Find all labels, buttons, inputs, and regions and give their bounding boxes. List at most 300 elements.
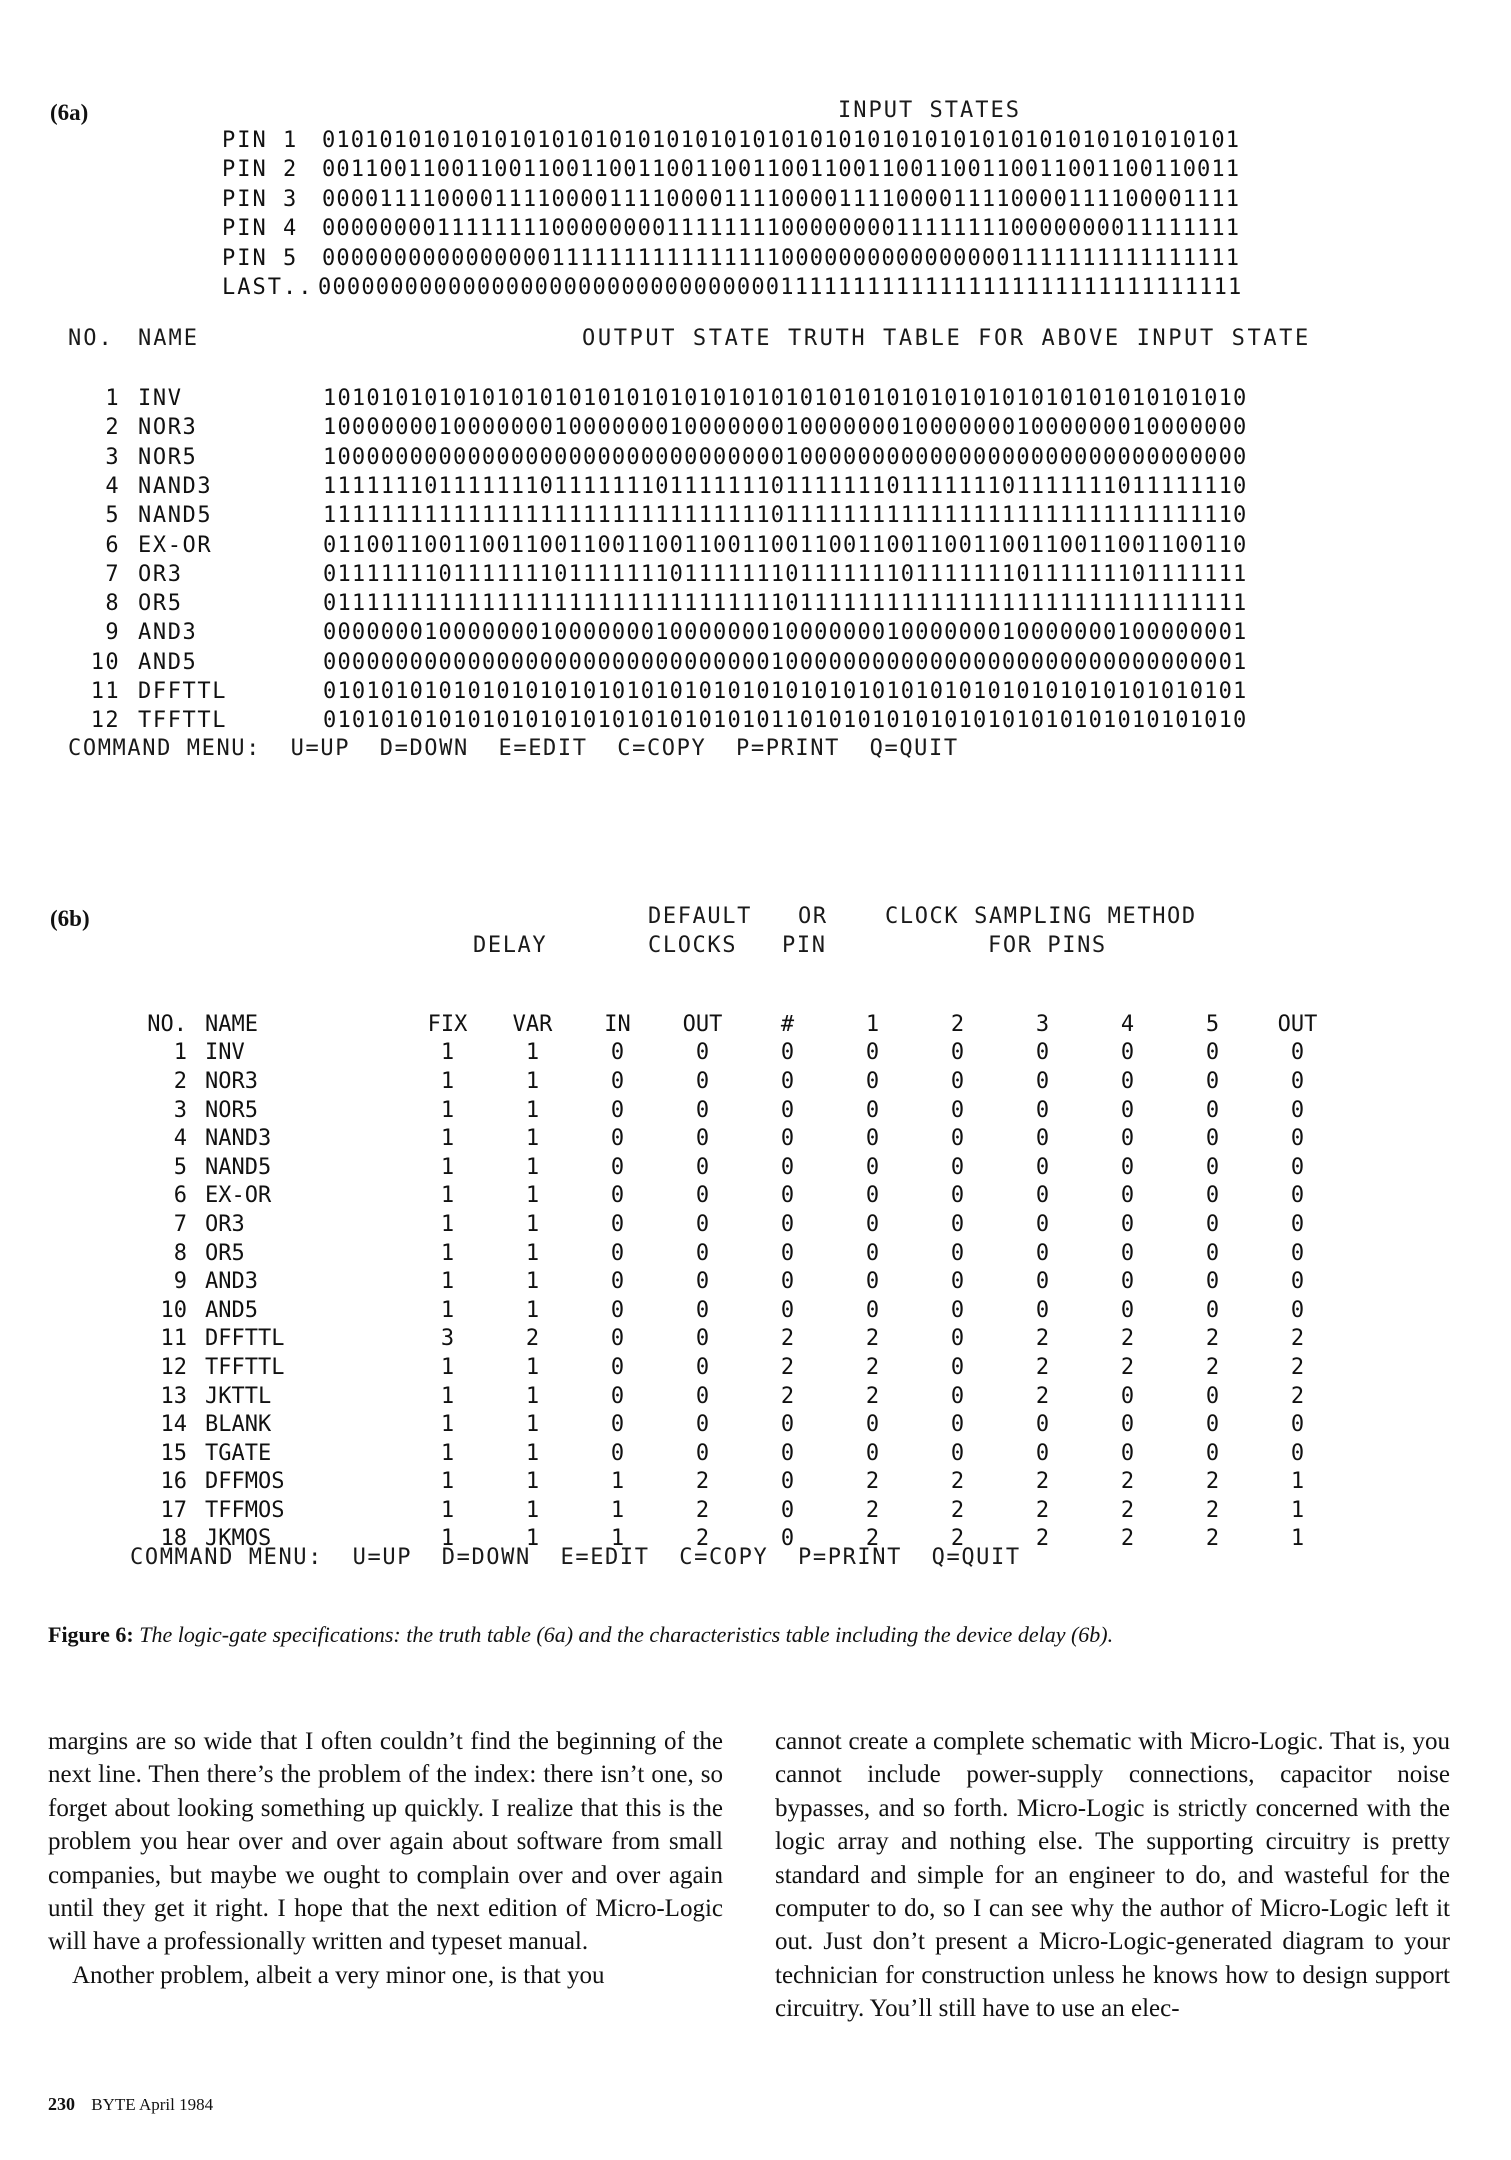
cell-or-pin: 0 [780,1040,795,1066]
pin-bits: 0000000000000000111111111111111100000000000000001111111111111111 [322,245,1241,271]
output-row-name: TFFTTL [138,708,228,734]
cell-clock-out: OUT [682,1011,723,1037]
cell-delay-var: 1 [525,1354,540,1380]
cell-pin-out: 2 [1290,1383,1305,1409]
cell-delay-var: 1 [525,1297,540,1323]
table-row [140,1439,1370,1468]
output-row-name: NOR3 [138,415,198,441]
cell-or-pin: 2 [780,1354,795,1380]
cell-no: 4 [173,1126,187,1152]
cell-delay-fix: 1 [440,1354,455,1380]
table-row [140,1410,1370,1439]
pin-name: PIN 4 [222,216,299,242]
cell-pin-2: 2 [950,1526,965,1552]
cell-pin-out: 0 [1290,1126,1305,1152]
cell-pin-out: 1 [1290,1497,1305,1523]
cell-pin-5: 0 [1205,1040,1220,1066]
output-row-name: AND5 [138,649,198,675]
cell-clock-in: 0 [610,1040,625,1066]
cell-pin-3: 0 [1035,1097,1050,1123]
cell-name: TFFMOS [205,1497,285,1523]
cell-or-pin: 0 [780,1440,795,1466]
cell-name: JKTTL [205,1383,272,1409]
cell-pin-3: 2 [1035,1383,1050,1409]
cell-delay-var: 1 [525,1383,540,1409]
cell-or-pin: # [780,1011,795,1037]
cell-delay-fix: 1 [440,1383,455,1409]
cell-pin-out: OUT [1277,1011,1318,1037]
pin-bits: 0000000000000000000000000000000011111111111111111111111111111111 [318,275,1243,300]
table-row [140,1353,1370,1382]
output-row-name: NAND3 [138,473,213,499]
cell-pin-3: 0 [1035,1240,1050,1266]
cell-pin-3: 0 [1035,1040,1050,1066]
cell-pin-1: 2 [865,1354,880,1380]
table-row [140,1153,1370,1182]
cell-pin-4: 0 [1120,1040,1135,1066]
pin-name: PIN 5 [222,245,299,271]
cell-delay-fix: 1 [440,1240,455,1266]
pin-name: PIN 3 [222,186,299,212]
cell-pin-4: 0 [1120,1412,1135,1438]
cell-delay-var: 1 [525,1154,540,1180]
table-row [140,1382,1370,1411]
cell-pin-1: 0 [865,1440,880,1466]
output-row-bits: 1111111111111111111111111111111011111111111111111111111111111110 [323,503,1248,529]
cell-pin-5: 0 [1205,1240,1220,1266]
cell-name: NOR5 [205,1097,258,1123]
cell-clock-out: 0 [695,1440,710,1466]
cell-pin-2: 0 [950,1440,965,1466]
cell-pin-out: 0 [1290,1040,1305,1066]
cell-pin-1: 0 [865,1211,880,1237]
cell-or-pin: 2 [780,1326,795,1352]
cell-pin-out: 0 [1290,1240,1305,1266]
cell-or-pin: 0 [780,1211,795,1237]
cell-pin-3: 0 [1035,1068,1050,1094]
cell-no: 18 [160,1526,187,1552]
cell-no: 16 [160,1469,187,1495]
cell-pin-3: 2 [1035,1326,1050,1352]
cell-name: NOR3 [205,1068,258,1094]
cell-no: 1 [173,1040,187,1066]
table-row [140,1039,1370,1068]
output-row-bits: 0000000000000000000000000000000100000000000000000000000000000001 [323,649,1248,675]
output-row-bits: 1000000000000000000000000000000010000000000000000000000000000000 [323,444,1248,470]
output-row-name: INV [138,386,183,411]
cell-clock-out: 0 [695,1240,710,1266]
cell-clock-in: 1 [610,1469,625,1495]
cell-pin-out: 0 [1290,1097,1305,1123]
cell-clock-out: 0 [695,1097,710,1123]
cell-name: TFFTTL [205,1354,285,1380]
cell-pin-3: 2 [1035,1469,1050,1495]
cell-pin-4: 4 [1120,1011,1135,1037]
cell-no: 5 [173,1154,187,1180]
cell-name: AND3 [205,1269,258,1295]
cell-delay-var: VAR [512,1011,553,1037]
output-row-bits: 0111111101111111011111110111111101111111011111110111111101111111 [323,561,1248,587]
cell-pin-1: 1 [865,1011,880,1037]
output-row-number: 11 [90,679,120,704]
cell-clock-in: 0 [610,1297,625,1323]
table-row [140,1468,1370,1497]
cell-delay-fix: 1 [440,1440,455,1466]
cell-delay-fix: 1 [440,1068,455,1094]
cell-pin-1: 0 [865,1412,880,1438]
cell-clock-out: 0 [695,1154,710,1180]
cell-delay-fix: 1 [440,1526,455,1552]
cell-delay-var: 1 [525,1183,540,1209]
table-row [140,1267,1370,1296]
cell-or-pin: 0 [780,1497,795,1523]
output-row-number: 10 [90,649,120,675]
cell-or-pin: 0 [780,1154,795,1180]
cell-delay-var: 1 [525,1469,540,1495]
pin-bits: 0011001100110011001100110011001100110011001100110011001100110011 [322,157,1241,183]
cell-pin-out: 1 [1290,1469,1305,1495]
cell-pin-2: 0 [950,1097,965,1123]
cell-name: NAME [205,1011,258,1037]
cell-pin-out: 0 [1290,1412,1305,1438]
cell-pin-5: 0 [1205,1068,1220,1094]
cell-pin-out: 2 [1290,1354,1305,1380]
cell-pin-2: 2 [950,1497,965,1523]
cell-no: 14 [160,1412,187,1438]
cell-pin-3: 0 [1035,1297,1050,1323]
cell-pin-2: 0 [950,1297,965,1323]
cell-pin-2: 0 [950,1211,965,1237]
cell-clock-out: 0 [695,1297,710,1323]
output-row-bits: 1111111011111110111111101111111011111110111111101111111011111110 [323,473,1248,499]
output-row-bits: 1010101010101010101010101010101010101010101010101010101010101010 [323,386,1248,411]
cell-pin-5: 2 [1205,1469,1220,1495]
cell-pin-4: 0 [1120,1269,1135,1295]
cell-pin-5: 0 [1205,1126,1220,1152]
output-row-number: 12 [90,708,120,734]
table-row [140,1182,1370,1211]
cell-clock-in: 0 [610,1412,625,1438]
cell-pin-out: 0 [1290,1269,1305,1295]
pin-name: PIN 1 [222,128,299,153]
output-row-name: NAND5 [138,503,213,529]
caption-text: The logic-gate specifications: the truth table (6a) and the characteristics table including the device delay (6b). [139,1622,1114,1647]
left-paragraph-2: Another problem, albeit a very minor one, is that you [72,1961,605,1989]
cell-or-pin: 0 [780,1068,795,1094]
output-row-name: NOR5 [138,444,198,470]
cell-pin-4: 0 [1120,1126,1135,1152]
cell-or-pin: 0 [780,1469,795,1495]
col-no-header: NO. [68,326,114,351]
cell-delay-var: 1 [525,1068,540,1094]
cell-or-pin: 0 [780,1240,795,1266]
cell-delay-var: 1 [525,1240,540,1266]
pin-name: LAST.. [222,275,314,300]
cell-pin-2: 0 [950,1354,965,1380]
cell-delay-fix: 1 [440,1126,455,1152]
cell-pin-1: 0 [865,1297,880,1323]
cell-delay-var: 1 [525,1497,540,1523]
cell-no: 13 [160,1383,187,1409]
cell-clock-in: 0 [610,1211,625,1237]
cell-pin-2: 0 [950,1040,965,1066]
output-header: OUTPUT STATE TRUTH TABLE FOR ABOVE INPUT STATE [582,326,1311,351]
cell-delay-var: 1 [525,1040,540,1066]
command-menu-6a: COMMAND MENU: U=UP D=DOWN E=EDIT C=COPY P=PRINT Q=QUIT [68,736,959,761]
cell-pin-2: 0 [950,1326,965,1352]
cell-no: 10 [160,1297,187,1323]
cell-delay-fix: 1 [440,1469,455,1495]
cell-clock-in: 0 [610,1383,625,1409]
cell-pin-3: 2 [1035,1497,1050,1523]
cell-pin-4: 0 [1120,1383,1135,1409]
cell-pin-out: 1 [1290,1526,1305,1552]
cell-or-pin: 0 [780,1269,795,1295]
cell-clock-out: 2 [695,1526,710,1552]
body-column-right [775,1725,1450,2026]
cell-pin-2: 0 [950,1269,965,1295]
cell-pin-out: 0 [1290,1297,1305,1323]
cell-name: INV [205,1040,245,1066]
figure-caption [48,1622,1468,1648]
table-header-row [140,1010,1370,1039]
cell-delay-var: 1 [525,1269,540,1295]
output-row-name: DFFTTL [138,679,228,704]
cell-name: NAND5 [205,1154,272,1180]
output-row-name: OR5 [138,591,183,617]
table-row [140,1210,1370,1239]
cell-pin-4: 0 [1120,1097,1135,1123]
table-row [140,1325,1370,1354]
cell-no: 3 [173,1097,187,1123]
table-row [140,1067,1370,1096]
output-row-bits: 1000000010000000100000001000000010000000100000001000000010000000 [323,415,1248,441]
cell-clock-in: 0 [610,1068,625,1094]
pin-bits: 0000000011111111000000001111111100000000111111110000000011111111 [322,216,1241,242]
hdr-clocks: CLOCKS [648,933,738,958]
cell-clock-in: 0 [610,1126,625,1152]
hdr-delay: DELAY [473,933,548,958]
cell-delay-fix: 1 [440,1040,455,1066]
cell-pin-5: 0 [1205,1183,1220,1209]
output-row-name: AND3 [138,620,198,646]
cell-delay-fix: 1 [440,1154,455,1180]
cell-pin-5: 2 [1205,1354,1220,1380]
output-row-number: 5 [105,503,120,529]
cell-pin-3: 0 [1035,1183,1050,1209]
cell-pin-5: 5 [1205,1011,1220,1037]
cell-clock-in: 0 [610,1269,625,1295]
cell-pin-3: 2 [1035,1354,1050,1380]
hdr-for-pins: FOR PINS [988,933,1107,958]
pin-name: PIN 2 [222,157,299,183]
cell-pin-4: 0 [1120,1154,1135,1180]
hdr-clock-sampling: CLOCK SAMPLING METHOD [885,904,1197,929]
cell-no: 9 [173,1269,187,1295]
cell-no: 8 [173,1240,187,1266]
cell-pin-5: 0 [1205,1269,1220,1295]
cell-pin-4: 2 [1120,1497,1135,1523]
cell-pin-4: 0 [1120,1183,1135,1209]
cell-pin-5: 2 [1205,1497,1220,1523]
cell-clock-in: 0 [610,1326,625,1352]
cell-delay-fix: 1 [440,1497,455,1523]
cell-pin-4: 2 [1120,1526,1135,1552]
output-row-bits: 0101010101010101010101010101010101010101010101010101010101010101 [323,679,1248,704]
cell-clock-in: IN [604,1011,631,1037]
hdr-default: DEFAULT [648,904,752,929]
pin-bits: 0101010101010101010101010101010101010101010101010101010101010101 [322,128,1241,153]
output-row-name: EX-OR [138,532,213,558]
cell-pin-1: 0 [865,1240,880,1266]
fig6a-label: (6a) [50,100,89,125]
cell-delay-var: 2 [525,1326,540,1352]
cell-pin-out: 2 [1290,1326,1305,1352]
cell-pin-3: 2 [1035,1526,1050,1552]
cell-delay-var: 1 [525,1097,540,1123]
output-row-number: 2 [105,415,120,441]
cell-pin-5: 2 [1205,1526,1220,1552]
cell-no: 17 [160,1497,187,1523]
cell-pin-4: 0 [1120,1297,1135,1323]
cell-pin-5: 0 [1205,1211,1220,1237]
cell-pin-1: 2 [865,1326,880,1352]
cell-pin-2: 0 [950,1412,965,1438]
magazine-issue: BYTE April 1984 [91,2095,214,2114]
cell-no: 15 [160,1440,187,1466]
cell-pin-out: 0 [1290,1154,1305,1180]
cell-pin-4: 0 [1120,1240,1135,1266]
cell-clock-out: 2 [695,1497,710,1523]
cell-pin-1: 2 [865,1383,880,1409]
fig6b-label: (6b) [50,906,90,931]
cell-clock-out: 2 [695,1469,710,1495]
cell-name: DFFMOS [205,1469,285,1495]
cell-pin-1: 0 [865,1183,880,1209]
output-row-name: OR3 [138,561,183,587]
cell-pin-5: 0 [1205,1154,1220,1180]
cell-clock-out: 0 [695,1126,710,1152]
cell-clock-out: 0 [695,1326,710,1352]
command-menu-6b: COMMAND MENU: U=UP D=DOWN E=EDIT C=COPY P=PRINT Q=QUIT [130,1545,1021,1570]
cell-name: OR5 [205,1240,245,1266]
cell-pin-2: 0 [950,1240,965,1266]
cell-pin-out: 0 [1290,1440,1305,1466]
cell-clock-in: 1 [610,1497,625,1523]
cell-pin-2: 0 [950,1383,965,1409]
cell-pin-2: 0 [950,1068,965,1094]
page-number: 230 [48,2094,75,2114]
cell-clock-out: 0 [695,1040,710,1066]
cell-or-pin: 0 [780,1183,795,1209]
output-row-number: 8 [105,591,120,617]
cell-pin-1: 2 [865,1497,880,1523]
output-row-bits: 0000000100000001000000010000000100000001000000010000000100000001 [323,620,1248,646]
cell-name: AND5 [205,1297,258,1323]
cell-pin-1: 2 [865,1526,880,1552]
hdr-or: OR [798,904,828,929]
table-row [140,1496,1370,1525]
cell-delay-fix: 1 [440,1297,455,1323]
cell-name: OR3 [205,1211,245,1237]
cell-delay-var: 1 [525,1126,540,1152]
cell-pin-1: 2 [865,1469,880,1495]
table-row [140,1124,1370,1153]
cell-pin-5: 0 [1205,1383,1220,1409]
input-states-header: INPUT STATES [838,98,1021,123]
cell-clock-in: 0 [610,1154,625,1180]
pin-bits: 0000111100001111000011110000111100001111000011110000111100001111 [322,186,1241,212]
cell-pin-3: 0 [1035,1126,1050,1152]
right-paragraph-1: cannot create a complete schematic with Micro-Logic. That is, you cannot include power-supply connections, capacitor noise bypasses, and so forth. Micro-Logic is strictly concerned with the logic array and nothing else. The supporting circuitry is pretty standard and simple for an engineer to do, and wasteful for the computer to do, so I can see why the author of Micro-Logic left it out. Just don’t present a Micro-Logic-generated diagram to your technician for construction unless he knows how to design support circuitry. You’ll still have to use an elec- [775,1728,1450,2023]
left-paragraph-1: margins are so wide that I often couldn’t find the beginning of the next line. Then there’s the problem of the index: there isn’t one, so forget about looking something up quickly. I realize that this is the problem you hear over and over again about software from small companies, but maybe we ought to complain over and over again until they get it right. I hope that the next edition of Micro-Logic will have a professionally written and typeset manual. [48,1728,723,1956]
cell-pin-4: 2 [1120,1469,1135,1495]
cell-pin-4: 0 [1120,1440,1135,1466]
cell-name: DFFTTL [205,1326,285,1352]
cell-no: 6 [173,1183,187,1209]
cell-no: 7 [173,1211,187,1237]
cell-delay-var: 1 [525,1211,540,1237]
output-row-bits: 0111111111111111111111111111111101111111111111111111111111111111 [323,591,1248,617]
cell-no: NO. [147,1011,187,1037]
cell-pin-3: 0 [1035,1154,1050,1180]
cell-delay-fix: 1 [440,1412,455,1438]
output-row-number: 9 [105,620,120,646]
cell-pin-3: 0 [1035,1412,1050,1438]
cell-pin-5: 0 [1205,1097,1220,1123]
table-row [140,1239,1370,1268]
cell-pin-5: 2 [1205,1326,1220,1352]
cell-pin-out: 0 [1290,1068,1305,1094]
hdr-pin: PIN [782,933,827,958]
cell-or-pin: 0 [780,1412,795,1438]
cell-or-pin: 0 [780,1297,795,1323]
cell-name: EX-OR [205,1183,272,1209]
cell-pin-2: 0 [950,1154,965,1180]
cell-or-pin: 0 [780,1526,795,1552]
body-column-left [48,1725,723,1992]
output-row-number: 1 [105,386,120,411]
cell-no: 11 [160,1326,187,1352]
cell-clock-out: 0 [695,1068,710,1094]
cell-pin-4: 0 [1120,1211,1135,1237]
cell-delay-fix: 1 [440,1269,455,1295]
cell-or-pin: 2 [780,1383,795,1409]
cell-clock-out: 0 [695,1211,710,1237]
cell-clock-out: 0 [695,1269,710,1295]
output-row-bits: 0101010101010101010101010101010110101010101010101010101010101010 [323,708,1248,734]
cell-clock-in: 1 [610,1526,625,1552]
output-row-bits: 0110011001100110011001100110011001100110011001100110011001100110 [323,532,1248,558]
cell-pin-out: 0 [1290,1183,1305,1209]
cell-pin-2: 0 [950,1183,965,1209]
cell-pin-1: 0 [865,1126,880,1152]
cell-clock-in: 0 [610,1097,625,1123]
cell-delay-fix: FIX [427,1011,468,1037]
cell-pin-2: 2 [950,1469,965,1495]
cell-clock-out: 0 [695,1183,710,1209]
cell-pin-4: 0 [1120,1068,1135,1094]
output-row-number: 7 [105,561,120,587]
cell-clock-out: 0 [695,1412,710,1438]
cell-clock-out: 0 [695,1383,710,1409]
cell-or-pin: 0 [780,1126,795,1152]
table-row [140,1096,1370,1125]
cell-delay-var: 1 [525,1440,540,1466]
cell-pin-4: 2 [1120,1354,1135,1380]
cell-pin-3: 0 [1035,1440,1050,1466]
cell-pin-5: 0 [1205,1440,1220,1466]
